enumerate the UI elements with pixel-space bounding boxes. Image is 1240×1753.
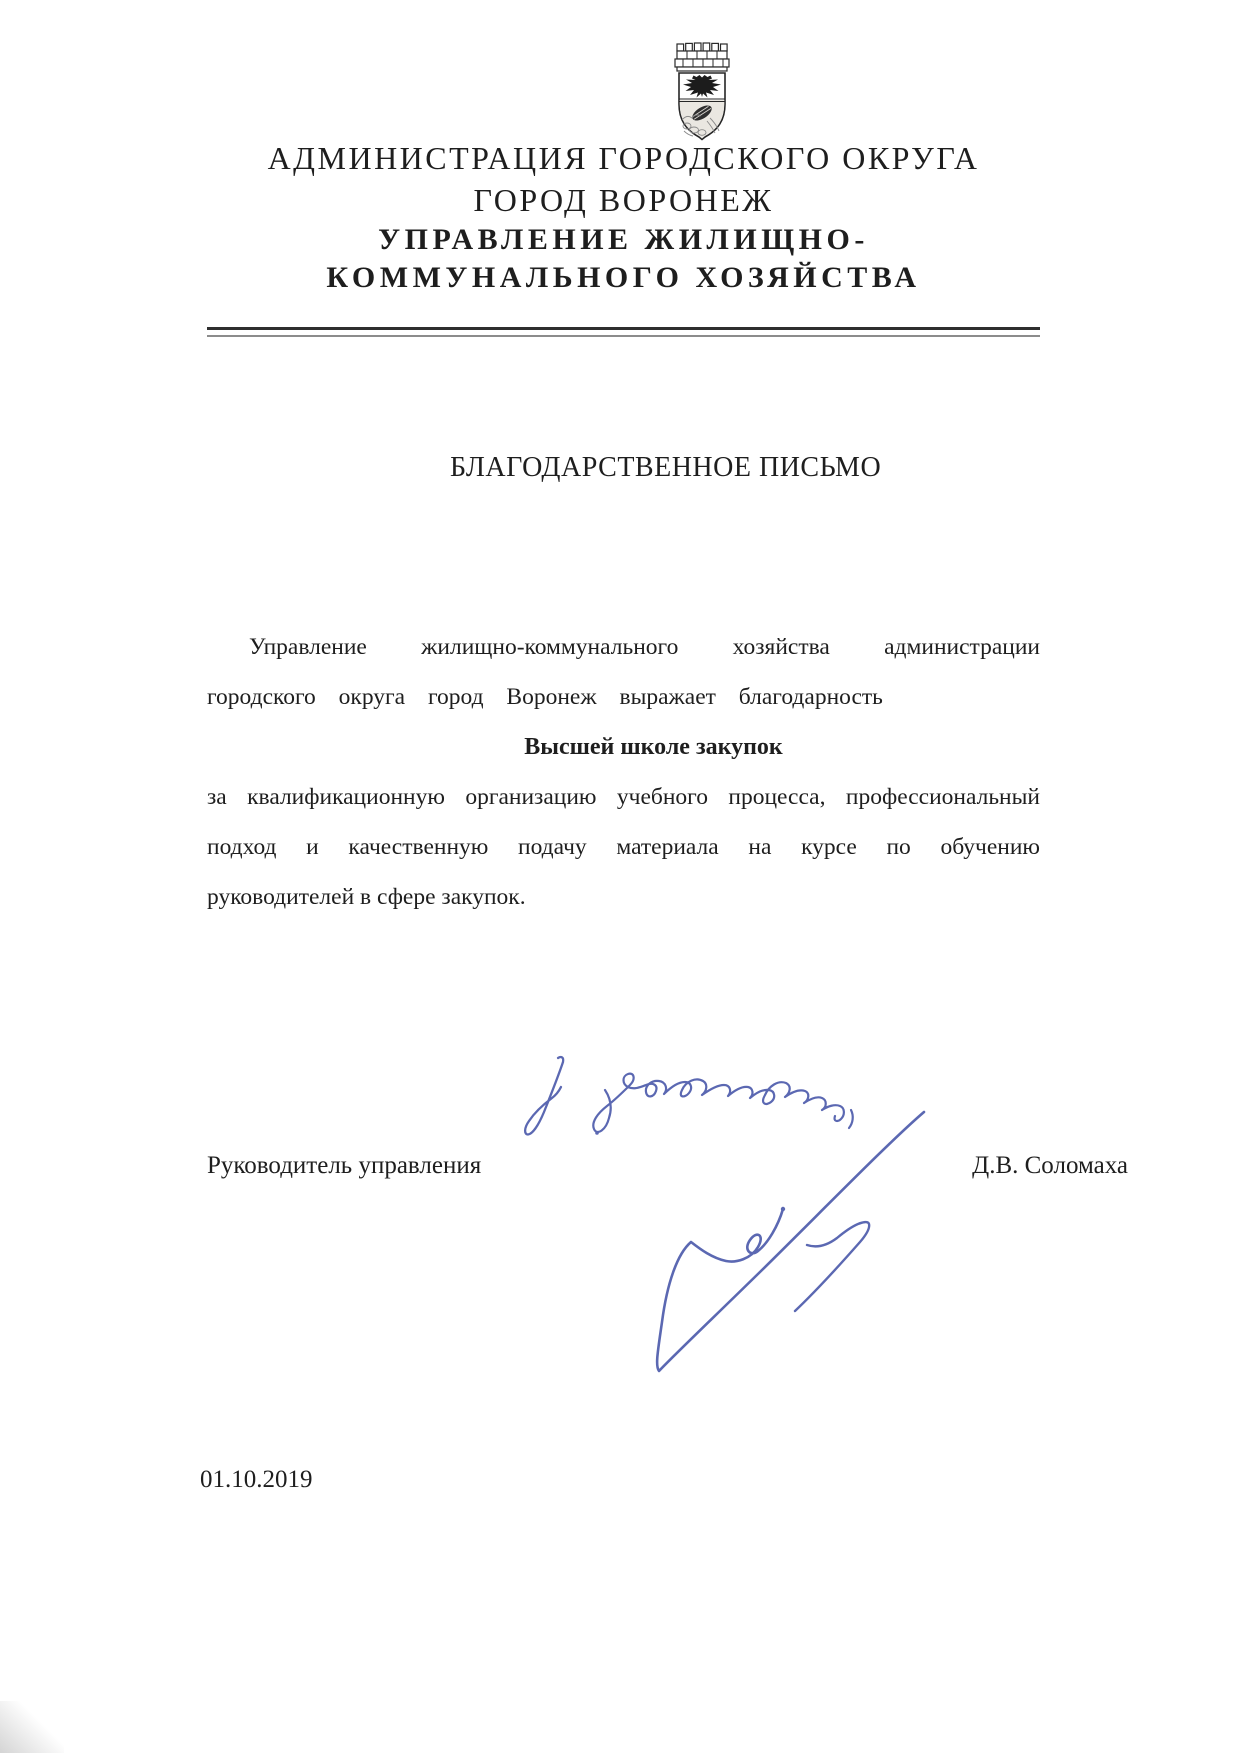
recipient-name: Высшей школе закупок <box>524 734 783 760</box>
org-name-line-1: АДМИНИСТРАЦИЯ ГОРОДСКОГО ОКРУГА <box>267 140 980 176</box>
body-line: городского округа город Воронеж выражает благодарность <box>207 684 883 710</box>
scan-corner-smudge <box>0 1701 64 1753</box>
letterhead-rule-bottom <box>207 335 1040 337</box>
handwritten-salutation <box>525 1057 853 1135</box>
letterhead-rule-top <box>207 327 1040 330</box>
signature-row <box>207 1152 1128 1180</box>
signer-name: Д.В. Соломаха <box>972 1152 1128 1179</box>
body-line: руководителей в сфере закупок. <box>207 884 526 910</box>
department-line-2: КОММУНАЛЬНОГО ХОЗЯЙСТВА <box>326 261 921 294</box>
position-title: Руководитель управления <box>207 1152 482 1179</box>
department-line-1: УПРАВЛЕНИЕ ЖИЛИЩНО- <box>378 223 869 256</box>
signature-flourish <box>657 1112 924 1371</box>
letter-date: 01.10.2019 <box>200 1466 313 1493</box>
letter-title: БЛАГОДАРСТВЕННОЕ ПИСЬМО <box>450 452 882 483</box>
letterhead <box>207 137 1040 297</box>
body-line: подход и качественную подачу материала на курсе по обучению <box>207 834 1040 860</box>
letter-body <box>207 622 1040 922</box>
org-name-line-2: ГОРОД ВОРОНЕЖ <box>473 182 774 218</box>
body-line: за квалификационную организацию учебного процесса, профессиональный <box>207 784 1040 810</box>
body-line: Управление жилищно-коммунального хозяйства администрации <box>249 634 1040 660</box>
voronezh-coat-of-arms-icon <box>672 42 732 144</box>
handwritten-ink <box>460 1030 960 1480</box>
